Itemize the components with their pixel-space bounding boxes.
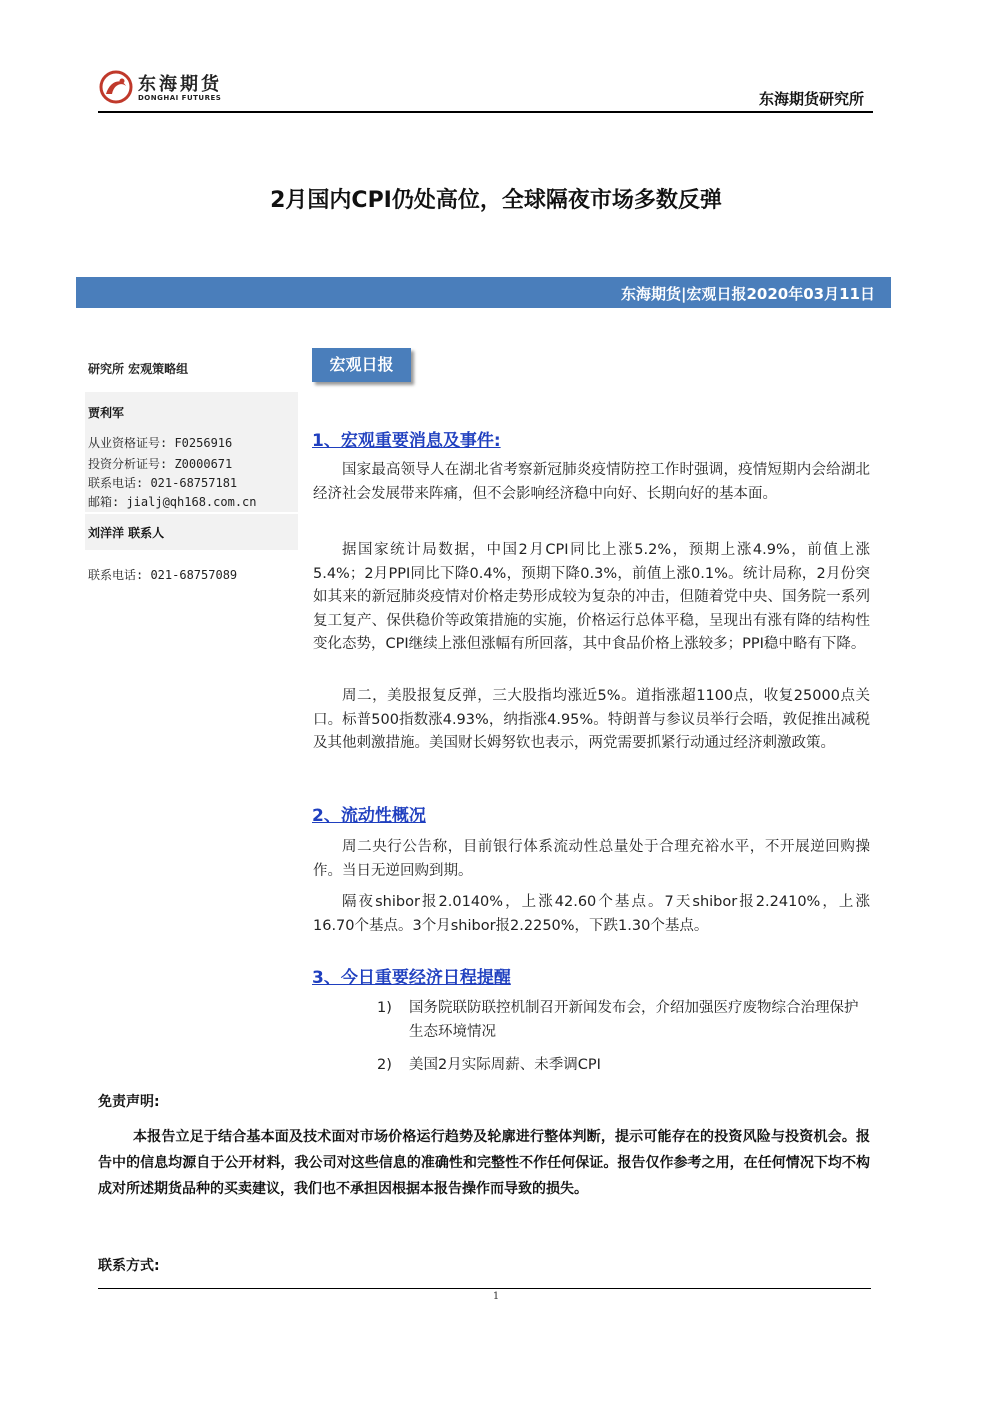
analyst-cert-2: 投资分析证号: Z0000671 bbox=[88, 457, 233, 471]
analyst-name: 贾利军 bbox=[88, 406, 125, 420]
paragraph: 周二，美股报复反弹，三大股指均涨近5%。道指涨超1100点，收复25000点关口。标普500指数涨4.93%，纳指涨4.95%。特朗普与参议员举行会晤，敦促推出减税及其他刺激措施。美国财长姆努钦也表示，两党需要抓紧行动通过经济刺激政策。 bbox=[313, 688, 870, 751]
analyst-cert-1: 从业资格证号: F0256916 bbox=[88, 436, 233, 450]
analyst-card-2 bbox=[85, 514, 298, 550]
paragraph: 周二央行公告称，目前银行体系流动性总量处于合理充裕水平，不开展逆回购操作。当日无逆回购到期。 bbox=[313, 839, 870, 879]
contact-person-phone: 联系电话: 021-68757089 bbox=[88, 568, 238, 582]
list-item-number: 2) bbox=[377, 1057, 392, 1073]
logo-dragon-icon bbox=[98, 68, 134, 106]
analyst-phone: 联系电话: 021-68757181 bbox=[88, 476, 238, 490]
list-item bbox=[377, 1054, 872, 1078]
section-tag bbox=[312, 348, 411, 382]
page-number: 1 bbox=[492, 1291, 500, 1302]
document-title: 2月国内CPI仍处高位，全球隔夜市场多数反弹 bbox=[270, 188, 722, 213]
header-org-name: 东海期货研究所 bbox=[758, 90, 864, 108]
list-item-text: 美国2月实际周薪、未季调CPI bbox=[409, 1057, 601, 1073]
section-tag-label: 宏观日报 bbox=[329, 355, 394, 374]
disclaimer-text: 本报告立足于结合基本面及技术面对市场价格运行趋势及轮廓进行整体判断，提示可能存在的投资风险与投资机会。报告中的信息均源自于公开材料，我公司对这些信息的准确性和完整性不作任何保证。报告仅作参考之用，在任何情况下均不构成对所述期货品种的买卖建议，我们也不承担因根据本报告操作而导致的损失。 bbox=[98, 1129, 870, 1197]
contact-person-name: 刘洋洋 联系人 bbox=[88, 526, 165, 540]
section-heading-1: 1、宏观重要消息及事件: bbox=[312, 431, 501, 451]
contact-title: 联系方式: bbox=[98, 1258, 160, 1274]
company-logo bbox=[98, 66, 228, 110]
paragraph: 国家最高领导人在湖北省考察新冠肺炎疫情防控工作时强调，疫情短期内会给湖北经济社会发展带来阵痛，但不会影响经济稳中向好、长期向好的基本面。 bbox=[313, 462, 870, 502]
banner-text: 东海期货|宏观日报2020年03月11日 bbox=[621, 285, 875, 303]
paragraph: 隔夜shibor报2.0140%，上涨42.60个基点。7天shibor报2.2410%，上涨16.70个基点。3个月shibor报2.2250%，下跌1.30个基点。 bbox=[313, 894, 870, 934]
logo-text-cn: 东海期货 bbox=[138, 74, 222, 95]
analyst-card-1 bbox=[85, 392, 298, 512]
list-item-text: 国务院联防联控机制召开新闻发布会，介绍加强医疗废物综合治理保护生态环境情况 bbox=[409, 1000, 859, 1040]
disclaimer-title: 免责声明: bbox=[98, 1094, 160, 1110]
section-heading-2: 2、流动性概况 bbox=[312, 806, 426, 826]
section-heading-3: 3、今日重要经济日程提醒 bbox=[312, 968, 511, 988]
sidebar-dept: 研究所 宏观策略组 bbox=[88, 362, 189, 376]
list-item-number: 1) bbox=[377, 1000, 392, 1016]
header-divider bbox=[98, 111, 873, 113]
list-item bbox=[377, 997, 872, 1045]
report-banner bbox=[76, 277, 891, 308]
logo-text-en: DONGHAI FUTURES bbox=[138, 94, 222, 102]
paragraph: 据国家统计局数据，中国2月CPI同比上涨5.2%，预期上涨4.9%，前值上涨5.4%；2月PPI同比下降0.4%，预期下降0.3%，前值上涨0.1%。统计局称，2月份突如其来的新冠肺炎疫情对价格走势形成较为复杂的冲击，但随着党中央、国务院一系列复工复产、保供稳价等政策措施的实施，价格运行总体平稳，呈现出有涨有降的结构性变化态势，CPI继续上涨但涨幅有所回落，其中食品价格上涨较多；PPI稳中略有下降。 bbox=[313, 542, 870, 652]
analyst-email: 邮箱: jialj@qh168.com.cn bbox=[88, 495, 257, 509]
footer-divider bbox=[98, 1288, 871, 1289]
